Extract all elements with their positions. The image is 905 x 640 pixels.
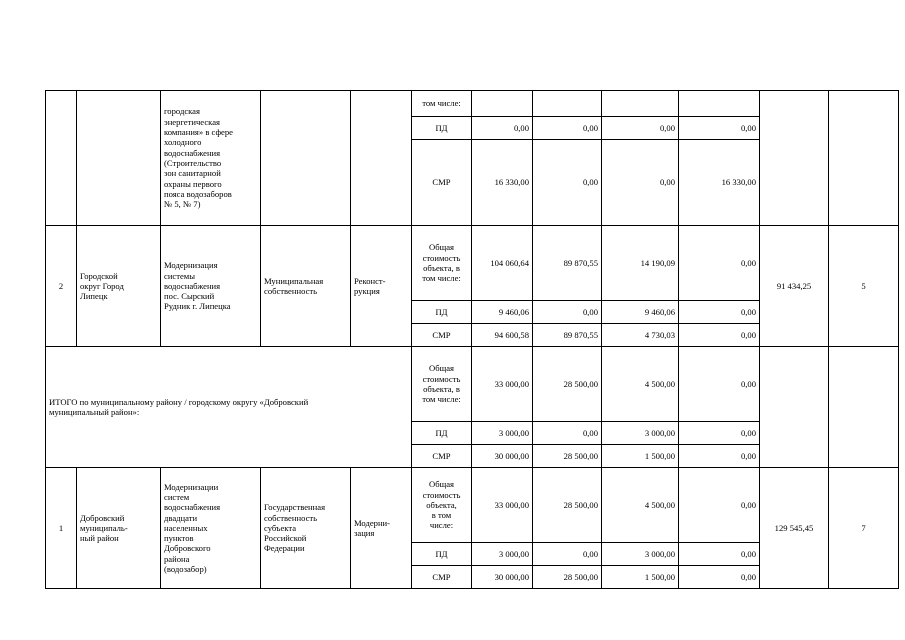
num-cell: 2	[46, 226, 77, 347]
ownership-cell: Государственная собственность субъекта Российской Федерации	[261, 468, 351, 589]
cost-label-cell: том числе:	[412, 91, 472, 117]
value-cell: 0,00	[679, 468, 760, 543]
value-cell: 28 500,00	[533, 347, 602, 422]
smr-label: СМР	[412, 140, 472, 226]
value-cell: 4 500,00	[602, 468, 679, 543]
value-cell: 3 000,00	[472, 543, 533, 566]
table-row	[46, 91, 899, 117]
value-cell: 1 500,00	[602, 445, 679, 468]
value-cell: 3 000,00	[602, 422, 679, 445]
investment-table	[45, 90, 899, 589]
extra2-cell	[829, 91, 899, 226]
value-cell: 104 060,64	[472, 226, 533, 301]
value-cell: 0,00	[679, 226, 760, 301]
object-name-cell: городская энергетическая компания» в сфере холодного водоснабжения (Строительство зон санитарной охраны первого пояса водозаборов № 5, № 7)	[161, 91, 261, 226]
value-cell: 4 500,00	[602, 347, 679, 422]
work-type-cell: Модерни- зация	[351, 468, 412, 589]
value-cell: 0,00	[472, 117, 533, 140]
extra2-cell	[829, 347, 899, 468]
cost-label-cell: Общая стоимость объекта, в том числе:	[412, 468, 472, 543]
ownership-cell: Муниципальная собственность	[261, 226, 351, 347]
itogo-label: ИТОГО по муниципальному району / городскому округу «Добровский муниципальный район»:	[46, 347, 412, 468]
value-cell: 9 460,06	[472, 301, 533, 324]
value-cell: 4 730,03	[602, 324, 679, 347]
extra1-cell: 129 545,45	[760, 468, 829, 589]
value-cell: 14 190,09	[602, 226, 679, 301]
value-cell: 94 600,58	[472, 324, 533, 347]
work-type-cell: Реконст- рукция	[351, 226, 412, 347]
value-cell: 30 000,00	[472, 445, 533, 468]
value-cell: 33 000,00	[472, 347, 533, 422]
extra2-cell: 5	[829, 226, 899, 347]
table-row	[46, 468, 899, 543]
num-cell: 1	[46, 468, 77, 589]
table-row	[46, 226, 899, 301]
value-cell: 0,00	[679, 117, 760, 140]
pd-label: ПД	[412, 117, 472, 140]
value-cell: 0,00	[533, 117, 602, 140]
value-cell: 28 500,00	[533, 468, 602, 543]
smr-label: СМР	[412, 324, 472, 347]
ownership-cell	[261, 91, 351, 226]
value-cell: 0,00	[602, 140, 679, 226]
value-cell: 0,00	[679, 566, 760, 589]
value-cell: 16 330,00	[472, 140, 533, 226]
value-cell	[472, 91, 533, 117]
value-cell: 0,00	[679, 301, 760, 324]
value-cell: 28 500,00	[533, 566, 602, 589]
value-cell: 0,00	[533, 301, 602, 324]
object-name-cell: Модернизации систем водоснабжения двадцати населенных пунктов Добровского района (водозабор)	[161, 468, 261, 589]
value-cell: 3 000,00	[602, 543, 679, 566]
value-cell: 0,00	[679, 347, 760, 422]
value-cell	[533, 91, 602, 117]
value-cell: 0,00	[602, 117, 679, 140]
value-cell: 0,00	[533, 543, 602, 566]
value-cell: 0,00	[679, 324, 760, 347]
municipality-cell	[77, 91, 161, 226]
smr-label: СМР	[412, 566, 472, 589]
table-row	[46, 347, 899, 422]
value-cell: 0,00	[533, 140, 602, 226]
cost-label-cell: Общая стоимость объекта, в том числе:	[412, 347, 472, 422]
num-cell	[46, 91, 77, 226]
value-cell	[602, 91, 679, 117]
cost-label-cell: Общая стоимость объекта, в том числе:	[412, 226, 472, 301]
value-cell: 16 330,00	[679, 140, 760, 226]
value-cell: 1 500,00	[602, 566, 679, 589]
municipality-cell: Добровский муниципаль- ный район	[77, 468, 161, 589]
extra2-cell: 7	[829, 468, 899, 589]
pd-label: ПД	[412, 543, 472, 566]
value-cell: 89 870,55	[533, 226, 602, 301]
pd-label: ПД	[412, 301, 472, 324]
value-cell: 30 000,00	[472, 566, 533, 589]
pd-label: ПД	[412, 422, 472, 445]
value-cell: 89 870,55	[533, 324, 602, 347]
municipality-cell: Городской округ Город Липецк	[77, 226, 161, 347]
extra1-cell	[760, 91, 829, 226]
value-cell: 9 460,06	[602, 301, 679, 324]
work-type-cell	[351, 91, 412, 226]
smr-label: СМР	[412, 445, 472, 468]
value-cell: 0,00	[679, 422, 760, 445]
value-cell	[679, 91, 760, 117]
value-cell: 3 000,00	[472, 422, 533, 445]
value-cell: 33 000,00	[472, 468, 533, 543]
value-cell: 0,00	[679, 543, 760, 566]
object-name-cell: Модернизация системы водоснабжения пос. Сырский Рудник г. Липецка	[161, 226, 261, 347]
extra1-cell: 91 434,25	[760, 226, 829, 347]
value-cell: 28 500,00	[533, 445, 602, 468]
value-cell: 0,00	[679, 445, 760, 468]
value-cell: 0,00	[533, 422, 602, 445]
extra1-cell	[760, 347, 829, 468]
